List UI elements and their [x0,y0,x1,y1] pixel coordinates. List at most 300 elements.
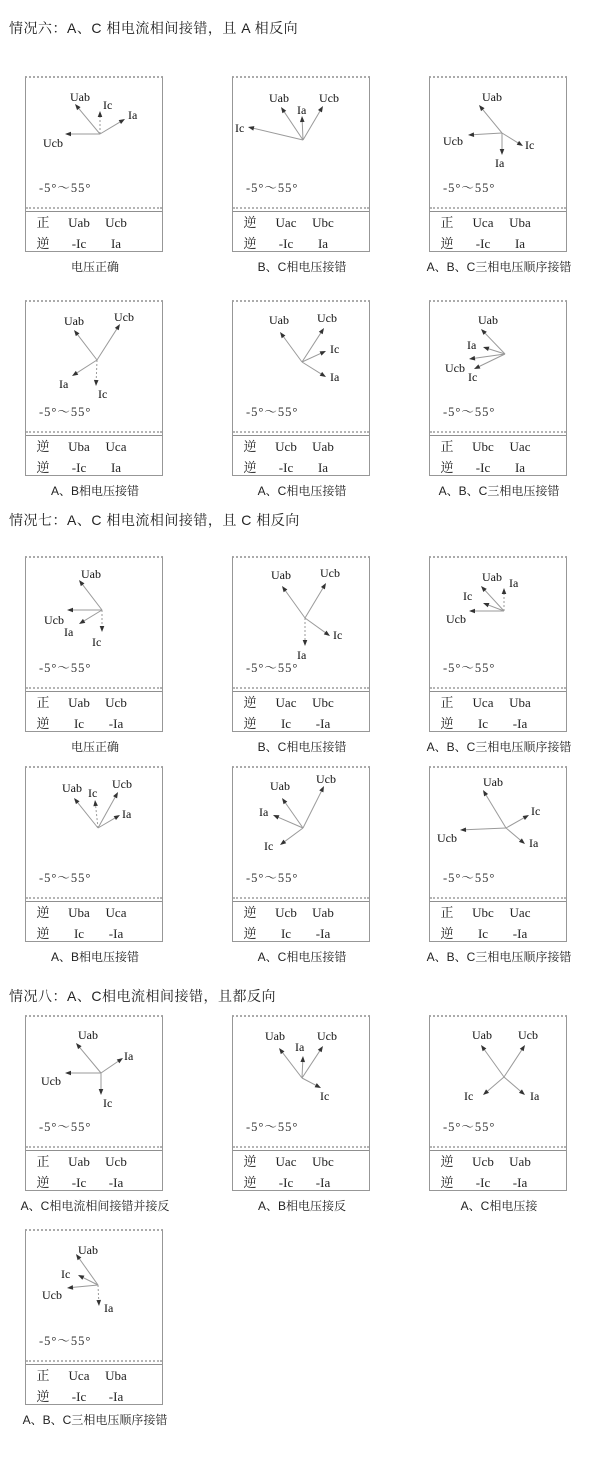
table-row [26,1172,162,1193]
vector-label-Ic: Ic [88,786,98,800]
vector-label-Ia: Ia [529,836,539,850]
table-row [233,436,369,457]
table-row [233,902,369,923]
direction-cell: 逆 [243,439,257,454]
direction-cell: 逆 [36,1389,50,1404]
value-cell: Uac [275,215,297,230]
vector-Ucb [302,1048,322,1078]
diagram-row [20,1015,585,1215]
direction-cell: 逆 [440,926,454,941]
reading-table [233,436,369,478]
phasor-box [426,76,572,274]
value-cell: Uab [509,1154,531,1169]
direction-cell: 逆 [440,460,454,475]
value-cell: -Ic [278,460,294,475]
value-cell: -Ia [108,1389,124,1404]
arrowhead-Ia [500,149,505,155]
direction-cell: 逆 [243,460,257,475]
arrowhead-Ia [300,1056,305,1062]
table-row [26,457,162,478]
phasor-diagram [430,558,566,687]
vector-Ucb [504,1047,524,1077]
arrowhead-Ia [117,1058,123,1063]
vector-label-Ucb: Ucb [41,1074,61,1088]
angle-range-text: -5°～55° [39,405,92,419]
phasor-box [25,556,163,754]
arrowhead-Ucb [67,608,73,613]
angle-range-text: -5°～55° [39,1334,92,1348]
value-cell: Ucb [275,905,297,920]
box-caption: A、C相电压接错 [257,484,347,498]
box-caption: A、C相电流相间接错并接反 [20,1199,170,1213]
diagram-row [25,556,585,756]
angle-range-text: -5°～55° [39,871,92,885]
arrowhead-Ucb [67,1285,73,1290]
angle-range-text: -5°～55° [443,181,496,195]
vector-Uab [75,332,97,360]
value-cell: -Ia [512,926,528,941]
arrowhead-Ucb [115,324,120,330]
vector-Ucb [303,788,323,828]
section-title-7: 情况七：A、C 相电流相间接错，且 C 相反向 [9,512,300,528]
vector-Uab [482,1047,504,1077]
direction-cell: 正 [36,1368,50,1383]
phasor-box [426,556,572,754]
box-caption: A、B相电压接反 [257,1199,346,1213]
vector-label-Uab: Uab [270,779,290,793]
vector-label-Ucb: Ucb [112,777,132,791]
angle-range-text: -5°～55° [246,405,299,419]
value-cell: Uca [68,1368,90,1383]
vector-Ucb [97,326,119,360]
phasor-diagram [430,768,566,897]
angle-range-text: -5°～55° [443,871,496,885]
arrowhead-Ic [474,364,480,369]
table-row [430,1172,566,1193]
phasor-diagram [430,1017,566,1146]
value-cell: Uba [105,1368,127,1383]
value-cell: -Ic [71,236,87,251]
vector-Uab [484,792,506,828]
arrowhead-Ic [280,840,286,845]
arrowhead-Ucb [469,609,475,614]
phasor-diagram [430,78,566,207]
value-cell: -Ia [512,1175,528,1190]
direction-cell: 逆 [243,215,257,230]
diagram-row [22,1229,585,1429]
value-cell: -Ic [71,1389,87,1404]
value-cell: Ia [110,460,122,475]
arrowhead-Ic [94,380,99,386]
arrowhead-Ic [99,1089,104,1095]
vector-label-Uab: Uab [78,1028,98,1042]
reading-table [26,1151,162,1193]
table-row [26,713,162,734]
vector-Uab [77,1256,98,1285]
table-row [233,713,369,734]
arrowhead-Ia [79,619,85,624]
vector-label-Ic: Ic [264,839,274,853]
arrowhead-Ia [114,815,120,820]
value-cell: Ic [280,716,292,731]
arrowhead-Ucb [319,328,324,334]
table-row [26,923,162,944]
vector-Uab [77,1045,101,1073]
vector-Ucb [69,1285,98,1288]
arrowhead-Ucb [468,132,474,137]
table-row [26,692,162,713]
box-caption: A、B、C三相电压顺序接错 [22,1413,168,1427]
table-row [233,1172,369,1193]
vector-label-Ucb: Ucb [518,1028,538,1042]
phasor-box [25,76,163,274]
arrowhead-Ic [248,126,254,130]
direction-cell: 逆 [440,1175,454,1190]
arrowhead-Ia [320,372,326,377]
phasor-box [20,1015,170,1213]
reading-table [430,436,566,478]
box-caption: A、B、C三相电压顺序接错 [426,950,572,964]
direction-cell: 正 [36,1154,50,1169]
value-cell: Uab [312,439,334,454]
vector-Ucb [470,133,502,135]
table-row [233,1151,369,1172]
value-cell: Uab [68,215,90,230]
vector-label-Uab: Uab [64,314,84,328]
vector-label-Uab: Uab [78,1243,98,1257]
table-row [26,1151,162,1172]
phasor-diagram [233,768,369,897]
value-cell: -Ic [71,460,87,475]
phasor-box [232,766,370,964]
direction-cell: 逆 [243,1175,257,1190]
value-cell: -Ic [71,1175,87,1190]
direction-cell: 逆 [243,926,257,941]
vector-label-Ia: Ia [259,805,269,819]
arrowhead-Ic [98,111,103,117]
direction-cell: 逆 [440,236,454,251]
phasor-diagram [233,78,369,207]
table-row [26,436,162,457]
direction-cell: 逆 [36,460,50,475]
vector-Uab [281,334,302,362]
angle-range-text: -5°～55° [443,661,496,675]
phasor-box [25,300,163,498]
value-cell: -Ic [475,1175,491,1190]
value-cell: Uca [105,905,127,920]
arrowhead-Ucb [318,106,323,112]
vector-label-Ia: Ia [104,1301,114,1315]
angle-range-text: -5°～55° [246,181,299,195]
vector-label-Ia: Ia [509,576,519,590]
vector-label-Ia: Ia [330,370,340,384]
reading-table [26,692,162,734]
reading-table [26,436,162,478]
vector-label-Uab: Uab [70,90,90,104]
direction-cell: 逆 [36,716,50,731]
value-cell: Ic [280,926,292,941]
vector-label-Ucb: Ucb [316,772,336,786]
phasor-diagram [26,1017,162,1146]
value-cell: Ubc [472,905,494,920]
vector-Ia [74,360,97,375]
vector-label-Ic: Ic [531,804,541,818]
direction-cell: 逆 [243,695,257,710]
value-cell: Ucb [472,1154,494,1169]
vector-label-Ucb: Ucb [44,613,64,627]
reading-table [430,1151,566,1193]
vector-label-Ic: Ic [330,342,340,356]
value-cell: -Ia [108,716,124,731]
angle-range-text: -5°～55° [443,1120,496,1134]
arrowhead-Ia [96,1300,101,1306]
table-row [233,923,369,944]
value-cell: Ubc [312,215,334,230]
arrowhead-Ia [273,815,279,819]
direction-cell: 逆 [243,716,257,731]
vector-Uab [482,587,504,611]
vector-Ic [305,618,328,635]
box-caption: A、B、C三相电压接错 [438,484,560,498]
value-cell: Uab [68,695,90,710]
vector-label-Ic: Ic [463,589,473,603]
value-cell: Ic [73,716,85,731]
value-cell: Uac [509,439,531,454]
phasor-box [429,300,567,498]
direction-cell: 逆 [36,1175,50,1190]
reading-table [430,692,566,734]
reading-table [233,692,369,734]
arrowhead-Ucb [321,583,326,589]
value-cell: Uca [472,215,494,230]
vector-label-Ucb: Ucb [42,1288,62,1302]
phasor-diagram [26,558,162,687]
vector-label-Ucb: Ucb [437,831,457,845]
table-row [430,436,566,457]
vector-label-Ia: Ia [124,1049,134,1063]
direction-cell: 逆 [36,236,50,251]
vector-label-Ic: Ic [464,1089,474,1103]
arrowhead-Ucb [520,1045,525,1051]
value-cell: Ubc [312,695,334,710]
value-cell: Uba [509,215,531,230]
value-cell: Ic [73,926,85,941]
direction-cell: 逆 [243,1154,257,1169]
vector-label-Ic: Ic [525,138,535,152]
angle-range-text: -5°～55° [39,1120,92,1134]
value-cell: Uac [275,1154,297,1169]
arrowhead-Ic [78,1275,84,1280]
vector-label-Ucb: Ucb [317,311,337,325]
box-caption: A、B相电压接错 [50,484,139,498]
value-cell: Uac [509,905,531,920]
value-cell: Uca [105,439,127,454]
arrowhead-Ia [303,640,308,646]
table-row [430,923,566,944]
phasor-diagram [26,302,162,431]
vector-label-Ucb: Ucb [317,1029,337,1043]
diagram-row [25,766,585,966]
vector-label-Ia: Ia [295,1040,305,1054]
arrowhead-Ucb [65,1071,71,1076]
vector-Uab [283,588,305,618]
vector-label-Ia: Ia [128,108,138,122]
direction-cell: 逆 [243,905,257,920]
vector-label-Ucb: Ucb [43,136,63,150]
vector-Ucb [305,585,325,618]
vector-label-Ucb: Ucb [319,91,339,105]
reading-table [233,212,369,254]
arrowhead-Uab [483,790,488,796]
value-cell: Ucb [105,1154,127,1169]
value-cell: Uab [312,905,334,920]
arrowhead-Ic [315,1083,321,1088]
vector-label-Ic: Ic [61,1267,71,1281]
angle-range-text: -5°～55° [246,1120,299,1134]
table-row [26,233,162,254]
direction-cell: 逆 [440,716,454,731]
box-caption: A、B、C三相电压顺序接错 [426,740,572,754]
arrowhead-Ic [523,815,529,820]
arrowhead-Ic [100,626,105,632]
table-row [26,1386,162,1407]
table-row [26,1365,162,1386]
table-row [233,233,369,254]
table-row [430,713,566,734]
vector-label-Ic: Ic [333,628,343,642]
vector-label-Uab: Uab [482,570,502,584]
phasor-diagram [233,558,369,687]
table-row [430,902,566,923]
vector-label-Ia: Ia [297,648,307,662]
value-cell: Ucb [105,695,127,710]
value-cell: Uab [68,1154,90,1169]
angle-range-text: -5°～55° [39,661,92,675]
vector-label-Ic: Ic [320,1089,330,1103]
value-cell: Ubc [472,439,494,454]
value-cell: -Ia [315,716,331,731]
arrowhead-Ic [517,141,523,146]
arrowhead-Ic [93,800,98,806]
box-caption: A、B、C三相电压顺序接错 [426,260,572,274]
value-cell: Ucb [105,215,127,230]
vector-label-Ucb: Ucb [320,566,340,580]
value-cell: -Ia [512,716,528,731]
table-row [430,212,566,233]
phasor-box [22,1229,168,1427]
vector-label-Ic: Ic [103,98,113,112]
reading-table [26,1365,162,1407]
diagram-row [25,300,585,500]
direction-cell: 正 [440,439,454,454]
box-caption: A、B相电压接错 [50,950,139,964]
vector-label-Uab: Uab [482,90,502,104]
value-cell: Ia [317,460,329,475]
table-row [430,692,566,713]
direction-cell: 正 [440,695,454,710]
value-cell: -Ic [475,460,491,475]
phasor-box [232,1015,370,1213]
vector-label-Ucb: Ucb [445,361,465,375]
vector-label-Ic: Ic [92,635,102,649]
vector-Uab [76,106,100,134]
phasor-diagram [26,768,162,897]
table-row [233,457,369,478]
table-row [430,233,566,254]
vector-label-Uab: Uab [62,781,82,795]
value-cell: -Ia [108,1175,124,1190]
vector-label-Ia: Ia [297,103,307,117]
vector-label-Uab: Uab [81,567,101,581]
direction-cell: 逆 [36,439,50,454]
arrowhead-Uab [281,107,286,113]
table-row [430,1151,566,1172]
box-caption: B、C相电压接错 [257,740,347,754]
vector-label-Uab: Uab [269,91,289,105]
reading-table [430,212,566,254]
arrowhead-Ia [119,119,125,124]
arrowhead-Ic [483,603,489,607]
value-cell: Ia [514,460,526,475]
box-caption: 电压正确 [70,740,119,754]
phasor-diagram [233,302,369,431]
value-cell: -Ic [278,236,294,251]
vector-Uab [480,107,502,133]
vector-label-Uab: Uab [483,775,503,789]
vector-label-Uab: Uab [265,1029,285,1043]
arrowhead-Ucb [319,786,324,792]
vector-label-Uab: Uab [269,313,289,327]
arrowhead-Ucb [469,356,475,361]
section-title-8: 情况八：A、C相电流相间接错，且都反向 [9,988,276,1004]
vector-label-Ia: Ia [530,1089,540,1103]
vector-label-Ia: Ia [59,377,69,391]
arrowhead-Uab [282,586,287,592]
direction-cell: 逆 [440,1154,454,1169]
vector-label-Uab: Uab [271,568,291,582]
value-cell: Ia [514,236,526,251]
phasor-box [232,76,370,274]
phasor-diagram [26,1231,162,1360]
vector-Ucb [462,828,506,830]
value-cell: Uba [68,439,90,454]
vector-label-Ia: Ia [495,156,505,170]
phasor-box [429,1015,567,1213]
arrowhead-Ucb [65,132,71,137]
box-caption: 电压正确 [70,260,119,274]
arrowhead-Ic [324,631,330,636]
value-cell: Uba [68,905,90,920]
value-cell: Ic [477,716,489,731]
angle-range-text: -5°～55° [443,405,496,419]
vector-label-Uab: Uab [478,313,498,327]
reading-table [430,902,566,944]
value-cell: -Ic [278,1175,294,1190]
arrowhead-Ia [483,347,489,351]
reading-table [26,902,162,944]
direction-cell: 正 [36,215,50,230]
section-title-6: 情况六：A、C 相电流相间接错，且 A 相反向 [9,20,299,36]
phasor-box [232,300,370,498]
arrowhead-Uab [282,798,287,804]
value-cell: Ucb [275,439,297,454]
value-cell: -Ia [108,926,124,941]
phasor-box [426,766,572,964]
vector-label-Ia: Ia [467,338,477,352]
phasor-box [232,556,370,754]
value-cell: -Ia [315,926,331,941]
reading-table [233,902,369,944]
